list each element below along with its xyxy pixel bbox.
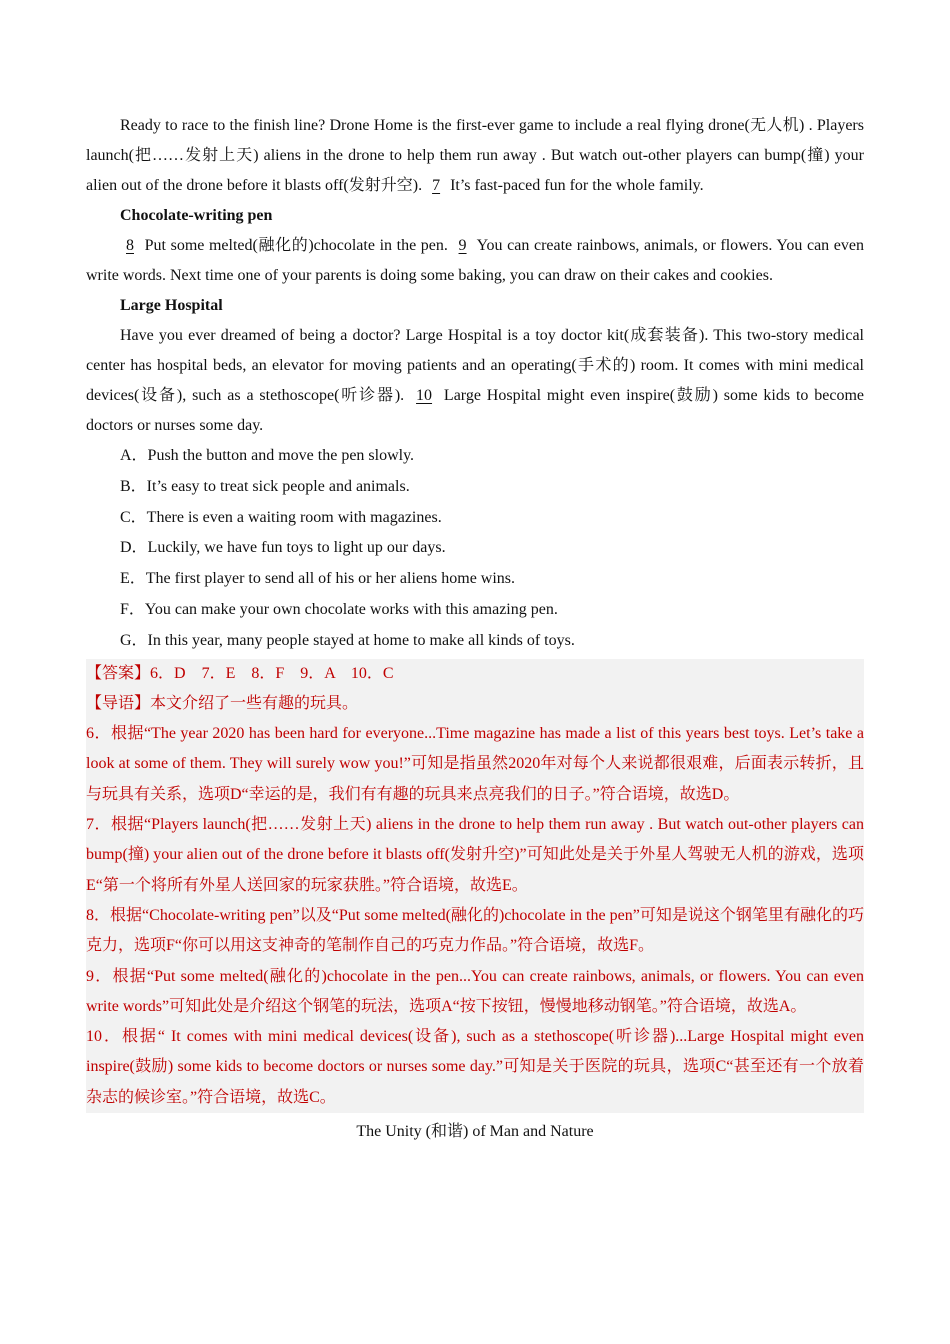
options-list	[86, 441, 864, 657]
explanation-8: 8．根据“Chocolate-writing pen”以及“Put some melted(融化的)chocolate in the pen”可知是说这个钢笔里有融化的巧克力，选项F“你可以用这支神奇的笔制作自己的巧克力作品。”符合语境，故选F。	[86, 906, 864, 955]
intro-label: 【导语】	[86, 694, 151, 712]
option-a: A．Push the button and move the pen slowly.	[120, 447, 415, 464]
paragraph-text: You can create rainbows, animals, or flowers. You can even write words. Next time one of your parents is doing some baking, you can draw on their cakes and cookies.	[86, 237, 864, 284]
explanation-7: 7．根据“Players launch(把……发射上天) aliens in the drone to help them run away . But watch out-other players can bump(撞) your alien out of the drone before it blasts off(发射升空)”可知此处是关于外星人驾驶无人机的游戏，选项E“第一个将所有外星人送回家的玩家获胜。”符合语境，故选E。	[86, 816, 864, 894]
blank-10: 10	[416, 387, 433, 404]
explanation-10: 10．根据“ It comes with mini medical devices(设备), such as a stethoscope(听诊器)...Large Hospital might even inspire(鼓励) some kids to become doctors or nurses some day.”可知是关于医院的玩具，选项C“甚至还有一个放着杂志的候诊室。”符合语境，故选C。	[86, 1028, 864, 1106]
paragraph-text: Have you ever dreamed of being a doctor? Large Hospital is a toy doctor kit(成套装备). This two-story medical center has hospital beds, an elevator for moving patients and an operating(手术的) room. It comes with mini medical devices(设备), such as a stethoscope(听诊器).	[86, 327, 864, 404]
option-c: C．There is even a waiting room with magazines.	[120, 508, 442, 526]
paragraph-chocolate-pen	[86, 231, 864, 291]
option-d: D．Luckily, we have fun toys to light up our days.	[120, 539, 446, 557]
blank-9: 9	[458, 237, 467, 254]
paragraph-text: It’s fast-paced fun for the whole family.	[450, 177, 704, 194]
blank-7: 7	[432, 177, 441, 194]
option-g: G．In this year, many people stayed at home to make all kinds of toys.	[120, 631, 575, 649]
blank-8: 8	[126, 237, 134, 254]
paragraph-drone-home	[86, 111, 864, 201]
section-heading-hospital: Large Hospital	[120, 297, 223, 314]
paragraph-text: Ready to race to the finish line? Drone Home is the first-ever game to include a real flying drone(无人机) . Players launch(把……发射上天) aliens in the drone to help them run away . But watch out-other players can bump(撞) your alien out of the drone before it blasts off(发射升空).	[86, 117, 864, 194]
option-f: F．You can make your own chocolate works with this amazing pen.	[120, 600, 558, 618]
intro-line	[86, 689, 864, 719]
answer-section	[86, 659, 864, 1113]
explanation-9: 9．根据“Put some melted(融化的)chocolate in the pen...You can create rainbows, animals, or flowers. You can even write words”可知此处是介绍这个钢笔的玩法，选项A“按下按钮，慢慢地移动钢笔。”符合语境，故选A。	[86, 967, 864, 1015]
paragraph-text: Put some melted(融化的)chocolate in the pen.	[144, 237, 448, 254]
next-passage-title: The Unity (和谐) of Man and Nature	[356, 1123, 594, 1141]
option-b: B．It’s easy to treat sick people and animals.	[120, 477, 410, 495]
paragraph-large-hospital	[86, 321, 864, 441]
intro-text: 本文介绍了一些有趣的玩具。	[150, 694, 359, 712]
answer-line	[86, 659, 864, 689]
answer-label: 【答案】	[86, 664, 151, 682]
option-e: E．The first player to send all of his or her aliens home wins.	[120, 570, 516, 588]
section-heading-pen: Chocolate-writing pen	[120, 207, 273, 224]
answer-text: 6．D 7．E 8．F 9．A 10．C	[150, 664, 394, 682]
document-content	[86, 111, 864, 1163]
paragraph-text: Large Hospital might even inspire(鼓励) some kids to become doctors or nurses some day.	[86, 387, 865, 434]
explanation-6: 6．根据“The year 2020 has been hard for everyone...Time magazine has made a list of this years best toys. Let’s take a look at some of them. They will surely wow you!”可知是指虽然2020年对每个人来说都很艰难，后面表示转折，且与玩具有关系，选项D“幸运的是，我们有有趣的玩具来点亮我们的日子。”符合语境，故选D。	[86, 725, 864, 803]
